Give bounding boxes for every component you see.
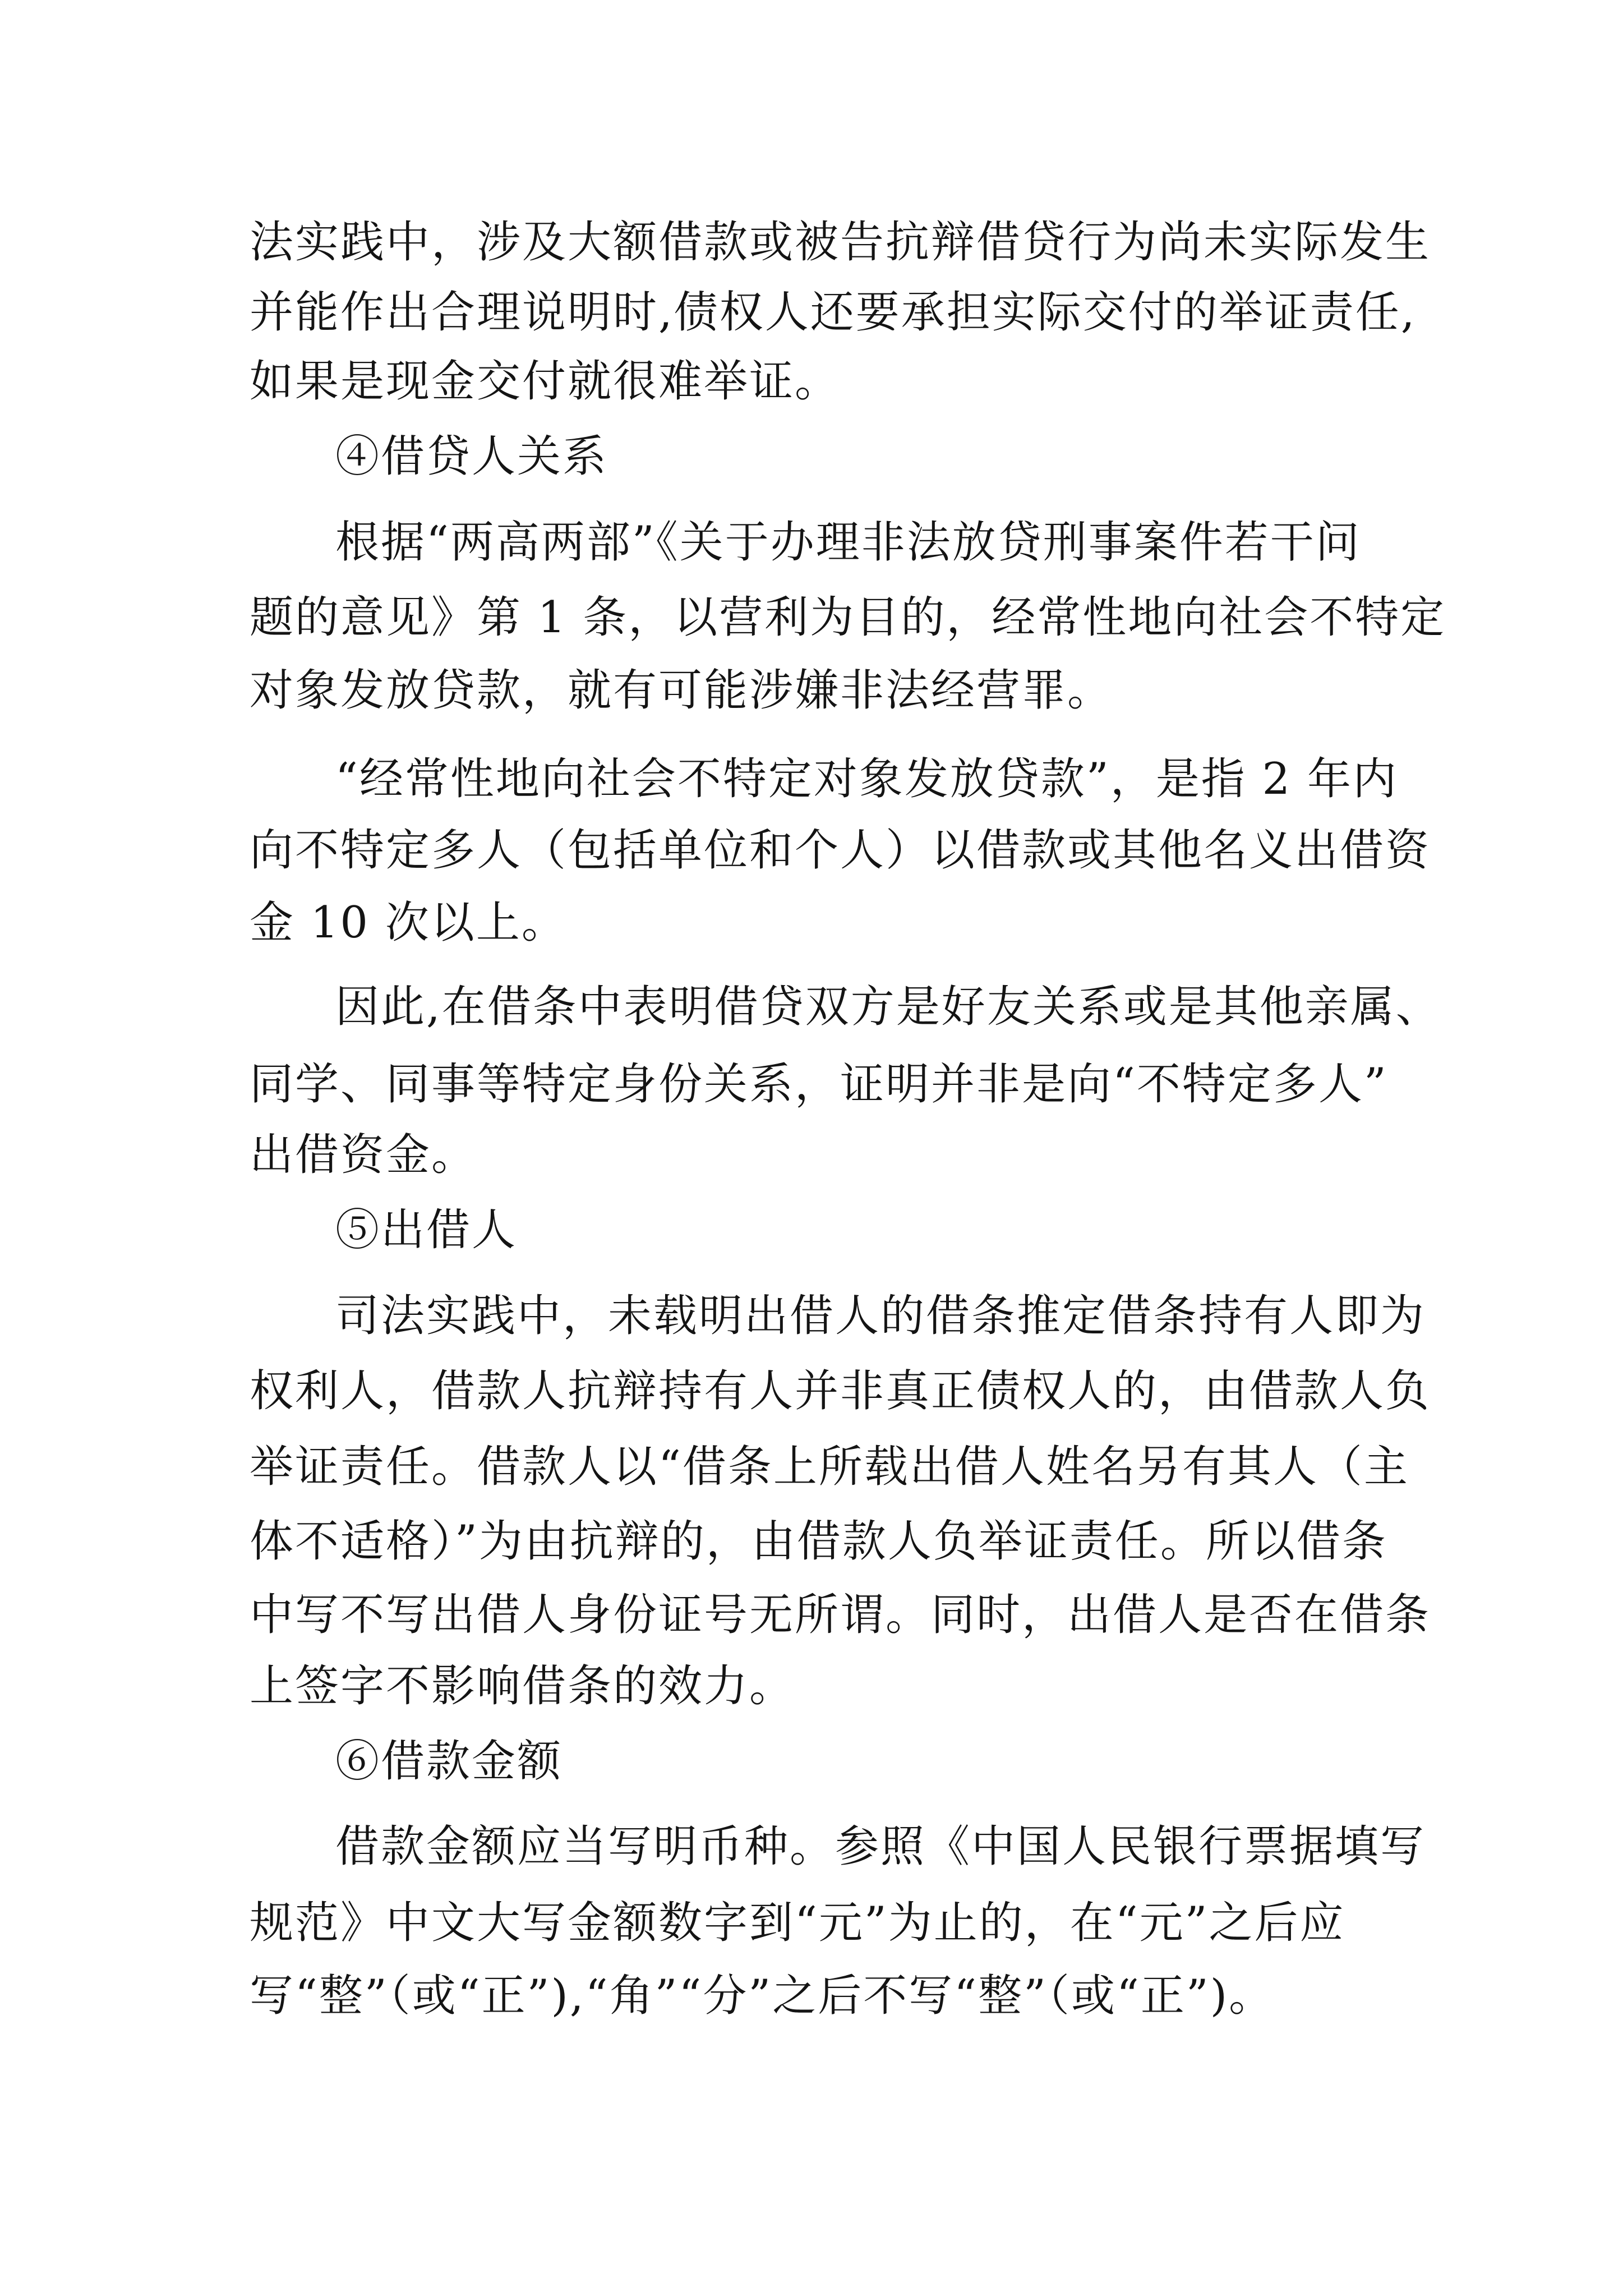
- text-line: 上签字不影响借条的效力。: [250, 1661, 795, 1711]
- text-line: 向不特定多人（包括单位和个人）以借款或其他名义出借资: [250, 825, 1431, 876]
- text-line: 权利人，借款人抗辩持有人并非真正债权人的，由借款人负: [250, 1366, 1431, 1416]
- text-line: 并能作出合理说明时,债权人还要承担实际交付的举证责任,: [250, 287, 1417, 338]
- text-line: 举证责任。借款人以“借条上所载出借人姓名另有其人（主: [250, 1442, 1409, 1492]
- text-line: 根据“两高两部”《关于办理非法放贷刑事案件若干问: [335, 517, 1361, 568]
- text-line: 同学、同事等特定身份关系，证明并非是向“不特定多人”: [250, 1059, 1388, 1110]
- text-line: 司法实践中，未载明出借人的借条推定借条持有人即为: [335, 1291, 1426, 1341]
- section-heading: ⑤出借人: [335, 1205, 518, 1255]
- text-line: 如果是现金交付就很难举证。: [250, 356, 841, 407]
- section-heading: ④借贷人关系: [335, 431, 608, 482]
- text-line: 题的意见》第 1 条，以营利为目的，经常性地向社会不特定: [250, 592, 1446, 643]
- text-line: 金 10 次以上。: [250, 898, 567, 948]
- text-line: 借款金额应当写明币种。参照《中国人民银行票据填写: [335, 1821, 1426, 1872]
- text-line: 规范》中文大写金额数字到“元”为止的，在“元”之后应: [250, 1898, 1345, 1948]
- text-line: 因此,在借条中表明借贷双方是好友关系或是其他亲属、: [335, 982, 1441, 1032]
- text-line: “经常性地向社会不特定对象发放贷款”，是指 2 年内: [335, 754, 1398, 804]
- text-line: 写“整”（或“正”),“角”“分”之后不写“整”（或“正”)。: [250, 1971, 1275, 2021]
- text-line: 法实践中，涉及大额借款或被告抗辩借贷行为尚未实际发生: [250, 217, 1431, 268]
- text-line: 体不适格）”为由抗辩的，由借款人负举证责任。所以借条: [250, 1516, 1387, 1567]
- text-line: 对象发放贷款，就有可能涉嫌非法经营罪。: [250, 665, 1113, 716]
- text-line: 出借资金。: [250, 1130, 477, 1180]
- text-line: 中写不写出借人身份证号无所谓。同时，出借人是否在借条: [250, 1590, 1431, 1640]
- section-heading: ⑥借款金额: [335, 1736, 563, 1787]
